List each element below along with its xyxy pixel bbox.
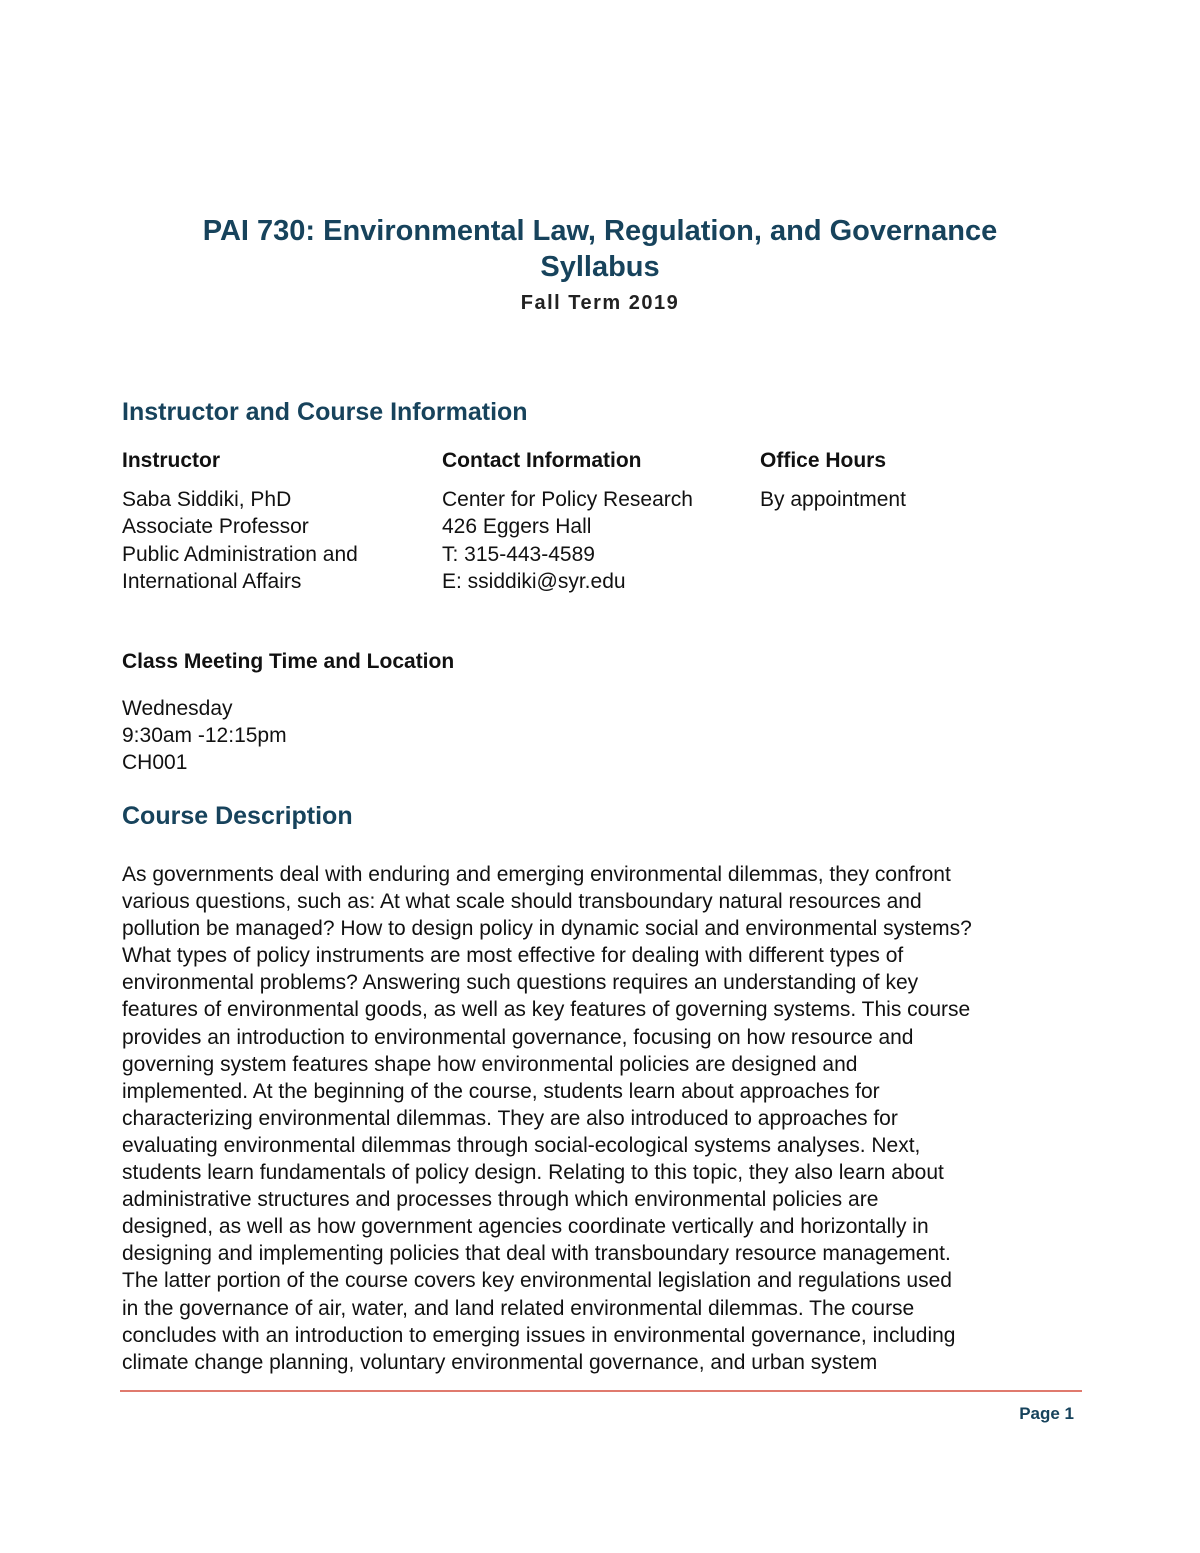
description-line: implemented. At the beginning of the course, students learn about approaches for: [122, 1079, 880, 1103]
description-line: The latter portion of the course covers key environmental legislation and regulations used: [122, 1269, 952, 1293]
instructor-column: [122, 448, 432, 595]
document-subtitle: Syllabus: [540, 251, 660, 283]
instructor-line: Associate Professor: [122, 515, 309, 539]
office-hours-column: [760, 448, 1070, 513]
instructor-line: Saba Siddiki, PhD: [122, 488, 292, 511]
document-title: PAI 730: Environmental Law, Regulation, and Governance: [202, 215, 998, 247]
description-line: various questions, such as: At what scale should transboundary natural resources and: [122, 890, 922, 914]
description-line: designing and implementing policies that deal with transboundary resource management.: [122, 1242, 951, 1266]
course-description-heading: Course Description: [122, 802, 353, 830]
office-hours-line: By appointment: [760, 488, 906, 511]
instructor-section-heading: Instructor and Course Information: [122, 398, 528, 426]
instructor-column-heading: Instructor: [122, 449, 221, 472]
description-line: characterizing environmental dilemmas. They are also introduced to approaches for: [122, 1106, 898, 1130]
description-line: in the governance of air, water, and land related environmental dilemmas. The course: [122, 1296, 915, 1320]
description-line: pollution be managed? How to design policy in dynamic social and environmental systems?: [122, 917, 972, 941]
instructor-line: Public Administration and: [122, 542, 358, 566]
instructor-line: International Affairs: [122, 569, 302, 593]
description-line: features of environmental goods, as well as key features of governing systems. This course: [122, 998, 971, 1022]
description-line: concludes with an introduction to emerging issues in environmental governance, including: [122, 1323, 956, 1347]
contact-email: E: ssiddiki@syr.edu: [442, 569, 626, 593]
description-line: designed, as well as how government agencies coordinate vertically and horizontally in: [122, 1215, 929, 1239]
footer-rule: [120, 1390, 1082, 1392]
meeting-room: CH001: [122, 751, 188, 774]
description-line: What types of policy instruments are most effective for dealing with different types of: [122, 944, 904, 968]
course-description-body: [122, 861, 1092, 1376]
contact-line: Center for Policy Research: [442, 488, 693, 511]
description-line: climate change planning, voluntary environmental governance, and urban system: [122, 1350, 878, 1374]
meeting-details: [122, 695, 287, 776]
description-line: provides an introduction to environmental governance, focusing on how resource and: [122, 1025, 914, 1049]
meeting-heading: Class Meeting Time and Location: [122, 650, 455, 673]
office-hours-heading: Office Hours: [760, 449, 887, 472]
description-line: environmental problems? Answering such questions requires an understanding of key: [122, 971, 919, 995]
description-line: students learn fundamentals of policy design. Relating to this topic, they also learn about: [122, 1161, 944, 1185]
term-label: Fall Term 2019: [520, 292, 680, 314]
page-number: Page 1: [1019, 1404, 1074, 1423]
contact-column: [442, 448, 752, 595]
meeting-time: 9:30am -12:15pm: [122, 724, 287, 747]
description-line: governing system features shape how environmental policies are designed and: [122, 1052, 858, 1076]
contact-line: 426 Eggers Hall: [442, 515, 592, 539]
contact-line: T: 315-443-4589: [442, 542, 595, 566]
description-line: evaluating environmental dilemmas through social-ecological systems analyses. Next,: [122, 1133, 921, 1157]
meeting-day: Wednesday: [122, 697, 233, 720]
contact-column-heading: Contact Information: [442, 449, 642, 472]
description-line: administrative structures and processes through which environmental policies are: [122, 1188, 879, 1212]
description-line: As governments deal with enduring and emerging environmental dilemmas, they confront: [122, 863, 951, 886]
